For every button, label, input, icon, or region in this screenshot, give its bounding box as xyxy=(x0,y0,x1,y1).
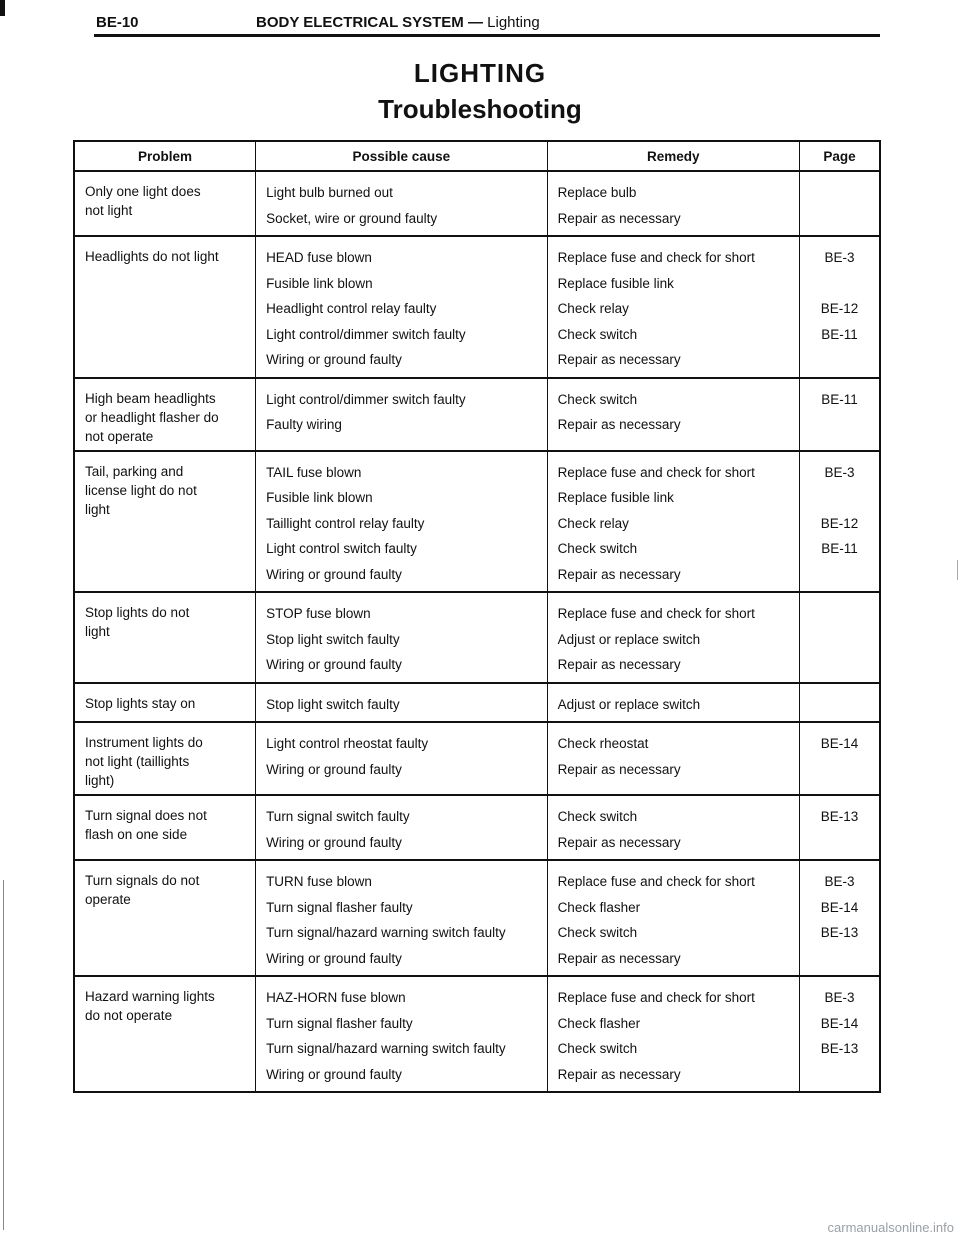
page-ref: BE-14 xyxy=(820,736,859,751)
page-cell xyxy=(800,451,880,593)
problem-line: Stop lights do not xyxy=(85,605,190,620)
page-ref: BE-14 xyxy=(820,899,859,915)
cause-line: Light control switch faulty xyxy=(266,541,417,556)
remedy-line: Check switch xyxy=(557,925,638,940)
cause-line: HAZ-HORN fuse blown xyxy=(266,990,406,1005)
table-row xyxy=(74,378,880,451)
problem-line: Headlights do not light xyxy=(85,249,219,264)
problem-line: Turn signal does not xyxy=(85,808,207,823)
remedy-cell xyxy=(547,171,799,236)
problem-cell xyxy=(74,171,256,236)
empty-page-ref xyxy=(804,946,875,972)
column-header-page: Page xyxy=(800,141,880,171)
page-ref: BE-13 xyxy=(820,1041,859,1056)
empty-page-ref xyxy=(804,757,875,783)
remedy-line: Check relay xyxy=(557,515,629,531)
remedy-line: Replace fuse and check for short xyxy=(557,990,755,1005)
cause-line: Turn signal switch faulty xyxy=(266,809,410,824)
remedy-line: Repair as necessary xyxy=(557,566,681,582)
remedy-line: Repair as necessary xyxy=(557,657,681,672)
remedy-line: Repair as necessary xyxy=(557,1066,681,1082)
empty-page-ref xyxy=(804,652,875,678)
cause-cell xyxy=(256,378,548,451)
problem-cell xyxy=(74,683,256,723)
empty-page-ref xyxy=(804,271,875,297)
remedy-line: Replace fuse and check for short xyxy=(557,606,755,621)
remedy-line: Check switch xyxy=(557,541,638,556)
cause-line: Fusible link blown xyxy=(266,275,373,291)
remedy-line: Repair as necessary xyxy=(557,210,681,226)
empty-page-ref xyxy=(804,347,875,373)
cause-cell xyxy=(256,683,548,723)
empty-page-ref xyxy=(804,562,875,588)
page-cell xyxy=(800,171,880,236)
remedy-cell xyxy=(547,236,799,378)
problem-line: flash on one side xyxy=(85,827,188,842)
table-row xyxy=(74,976,880,1092)
cause-line: Stop light switch faulty xyxy=(266,631,400,647)
cause-cell xyxy=(256,795,548,860)
problem-line: not operate xyxy=(85,428,154,444)
page-subtitle: Troubleshooting xyxy=(378,94,582,124)
cause-line: Turn signal flasher faulty xyxy=(266,899,413,915)
page-ref: BE-13 xyxy=(820,925,859,940)
cause-cell xyxy=(256,976,548,1092)
page-cell xyxy=(800,592,880,683)
cause-line: Faulty wiring xyxy=(266,417,342,432)
page-ref: BE-12 xyxy=(820,301,859,316)
table-row xyxy=(74,795,880,860)
header-rule xyxy=(94,34,880,37)
cause-line: Light control rheostat faulty xyxy=(266,736,429,751)
empty-page-ref xyxy=(804,180,875,206)
table-row xyxy=(74,860,880,976)
table-row xyxy=(74,451,880,593)
problem-cell xyxy=(74,592,256,683)
remedy-line: Check flasher xyxy=(557,1015,641,1031)
problem-cell xyxy=(74,860,256,976)
page-cell xyxy=(800,860,880,976)
remedy-line: Replace fusible link xyxy=(557,490,674,505)
page-ref: BE-3 xyxy=(824,874,855,889)
problem-cell xyxy=(74,451,256,593)
remedy-cell xyxy=(547,860,799,976)
table-row xyxy=(74,171,880,236)
problem-line: Turn signals do not xyxy=(85,873,200,888)
remedy-line: Check relay xyxy=(557,301,629,316)
table-row xyxy=(74,683,880,723)
page-ref: BE-3 xyxy=(824,990,855,1005)
cause-cell xyxy=(256,860,548,976)
page-number: BE-10 xyxy=(96,14,139,31)
problem-line: operate xyxy=(85,892,131,907)
empty-page-ref xyxy=(804,412,875,438)
remedy-line: Repair as necessary xyxy=(557,352,681,367)
cause-line: Light control/dimmer switch faulty xyxy=(266,391,466,407)
cause-line: Taillight control relay faulty xyxy=(266,515,425,531)
problem-line: Stop lights stay on xyxy=(85,695,196,711)
section-separator: — xyxy=(463,14,488,31)
problem-line: Hazard warning lights xyxy=(85,989,215,1004)
page-title: LIGHTING xyxy=(413,58,547,88)
cause-line: Light control/dimmer switch faulty xyxy=(266,326,466,342)
watermark: carmanualsonline.info xyxy=(827,1220,954,1235)
cause-line: Wiring or ground faulty xyxy=(266,834,402,850)
empty-page-ref xyxy=(804,627,875,653)
table-row xyxy=(74,592,880,683)
cause-line: HEAD fuse blown xyxy=(266,250,372,265)
cause-line: Wiring or ground faulty xyxy=(266,950,402,966)
cause-line: Wiring or ground faulty xyxy=(266,657,402,672)
cause-line: Socket, wire or ground faulty xyxy=(266,210,438,226)
remedy-line: Repair as necessary xyxy=(557,950,681,966)
table-row xyxy=(74,722,880,795)
remedy-line: Check switch xyxy=(557,391,638,407)
remedy-cell xyxy=(547,722,799,795)
problem-line: not light (taillights xyxy=(85,754,190,769)
remedy-line: Check flasher xyxy=(557,899,641,915)
scan-artifact-line xyxy=(3,880,4,1230)
page-cell xyxy=(800,795,880,860)
cause-line: Stop light switch faulty xyxy=(266,696,400,712)
page-cell xyxy=(800,976,880,1092)
page-ref: BE-14 xyxy=(820,1015,859,1031)
cause-line: Light bulb burned out xyxy=(266,185,393,200)
problem-line: High beam headlights xyxy=(85,390,216,406)
cause-line: Turn signal flasher faulty xyxy=(266,1015,413,1031)
column-header-possible-cause: Possible cause xyxy=(256,141,548,171)
problem-line: Tail, parking and xyxy=(85,463,184,479)
problem-cell xyxy=(74,976,256,1092)
remedy-cell xyxy=(547,795,799,860)
remedy-line: Adjust or replace switch xyxy=(557,631,701,647)
remedy-cell xyxy=(547,378,799,451)
problem-line: light) xyxy=(85,773,115,788)
page-cell xyxy=(800,236,880,378)
remedy-line: Check rheostat xyxy=(557,736,649,751)
problem-line: light xyxy=(85,501,110,517)
cause-cell xyxy=(256,722,548,795)
table-header-row xyxy=(74,141,880,171)
scan-artifact-line xyxy=(957,560,958,580)
page-ref: BE-11 xyxy=(821,541,858,556)
corner-mark xyxy=(0,0,5,16)
remedy-cell xyxy=(547,683,799,723)
remedy-line: Replace fuse and check for short xyxy=(557,874,755,889)
cause-line: Wiring or ground faulty xyxy=(266,566,402,582)
cause-line: Wiring or ground faulty xyxy=(266,1066,402,1082)
column-header-problem: Problem xyxy=(74,141,256,171)
remedy-line: Adjust or replace switch xyxy=(557,696,701,712)
cause-line: Wiring or ground faulty xyxy=(266,761,402,777)
troubleshooting-table xyxy=(73,140,881,1093)
remedy-cell xyxy=(547,976,799,1092)
page-ref: BE-11 xyxy=(821,391,858,407)
problem-cell xyxy=(74,378,256,451)
cause-line: TAIL fuse blown xyxy=(266,464,362,480)
empty-page-ref xyxy=(804,485,875,511)
table-body xyxy=(74,171,880,1092)
cause-line: TURN fuse blown xyxy=(266,874,372,889)
problem-line: Instrument lights do xyxy=(85,735,203,750)
page-cell xyxy=(800,378,880,451)
page-ref: BE-3 xyxy=(824,250,855,265)
problem-line: Only one light does xyxy=(85,184,201,199)
remedy-line: Check switch xyxy=(557,809,638,824)
problem-line: not light xyxy=(85,203,133,218)
remedy-cell xyxy=(547,451,799,593)
page-ref: BE-13 xyxy=(820,809,859,824)
cause-line: STOP fuse blown xyxy=(266,606,371,621)
remedy-line: Replace fuse and check for short xyxy=(557,464,755,480)
cause-cell xyxy=(256,451,548,593)
table-row xyxy=(74,236,880,378)
remedy-line: Repair as necessary xyxy=(557,834,681,850)
empty-page-ref xyxy=(804,1062,875,1088)
section-name: BODY ELECTRICAL SYSTEM xyxy=(256,14,464,31)
problem-line: do not operate xyxy=(85,1008,173,1023)
page-ref: BE-11 xyxy=(821,326,858,342)
remedy-cell xyxy=(547,592,799,683)
cause-line: Turn signal/hazard warning switch faulty xyxy=(266,1041,506,1056)
page-cell xyxy=(800,722,880,795)
cause-cell xyxy=(256,236,548,378)
column-header-remedy: Remedy xyxy=(547,141,799,171)
problem-cell xyxy=(74,722,256,795)
cause-cell xyxy=(256,592,548,683)
remedy-line: Check switch xyxy=(557,326,638,342)
cause-line: Headlight control relay faulty xyxy=(266,301,437,316)
empty-page-ref xyxy=(804,206,875,232)
problem-line: light xyxy=(85,624,110,639)
page-cell xyxy=(800,683,880,723)
problem-line: or headlight flasher do xyxy=(85,409,219,425)
section-title xyxy=(256,14,540,31)
remedy-line: Repair as necessary xyxy=(557,417,681,432)
cause-line: Fusible link blown xyxy=(266,490,373,505)
page-ref: BE-3 xyxy=(824,464,855,480)
problem-cell xyxy=(74,795,256,860)
cause-line: Turn signal/hazard warning switch faulty xyxy=(266,925,506,940)
cause-line: Wiring or ground faulty xyxy=(266,352,402,367)
subsection-name: Lighting xyxy=(487,14,540,31)
empty-page-ref xyxy=(804,692,875,718)
remedy-line: Replace fusible link xyxy=(557,275,674,291)
remedy-line: Repair as necessary xyxy=(557,761,681,777)
empty-page-ref xyxy=(804,830,875,856)
remedy-line: Replace bulb xyxy=(557,185,637,200)
problem-cell xyxy=(74,236,256,378)
remedy-line: Check switch xyxy=(557,1041,638,1056)
problem-line: license light do not xyxy=(85,482,197,498)
remedy-line: Replace fuse and check for short xyxy=(557,250,755,265)
page-ref: BE-12 xyxy=(820,515,859,531)
empty-page-ref xyxy=(804,601,875,627)
cause-cell xyxy=(256,171,548,236)
